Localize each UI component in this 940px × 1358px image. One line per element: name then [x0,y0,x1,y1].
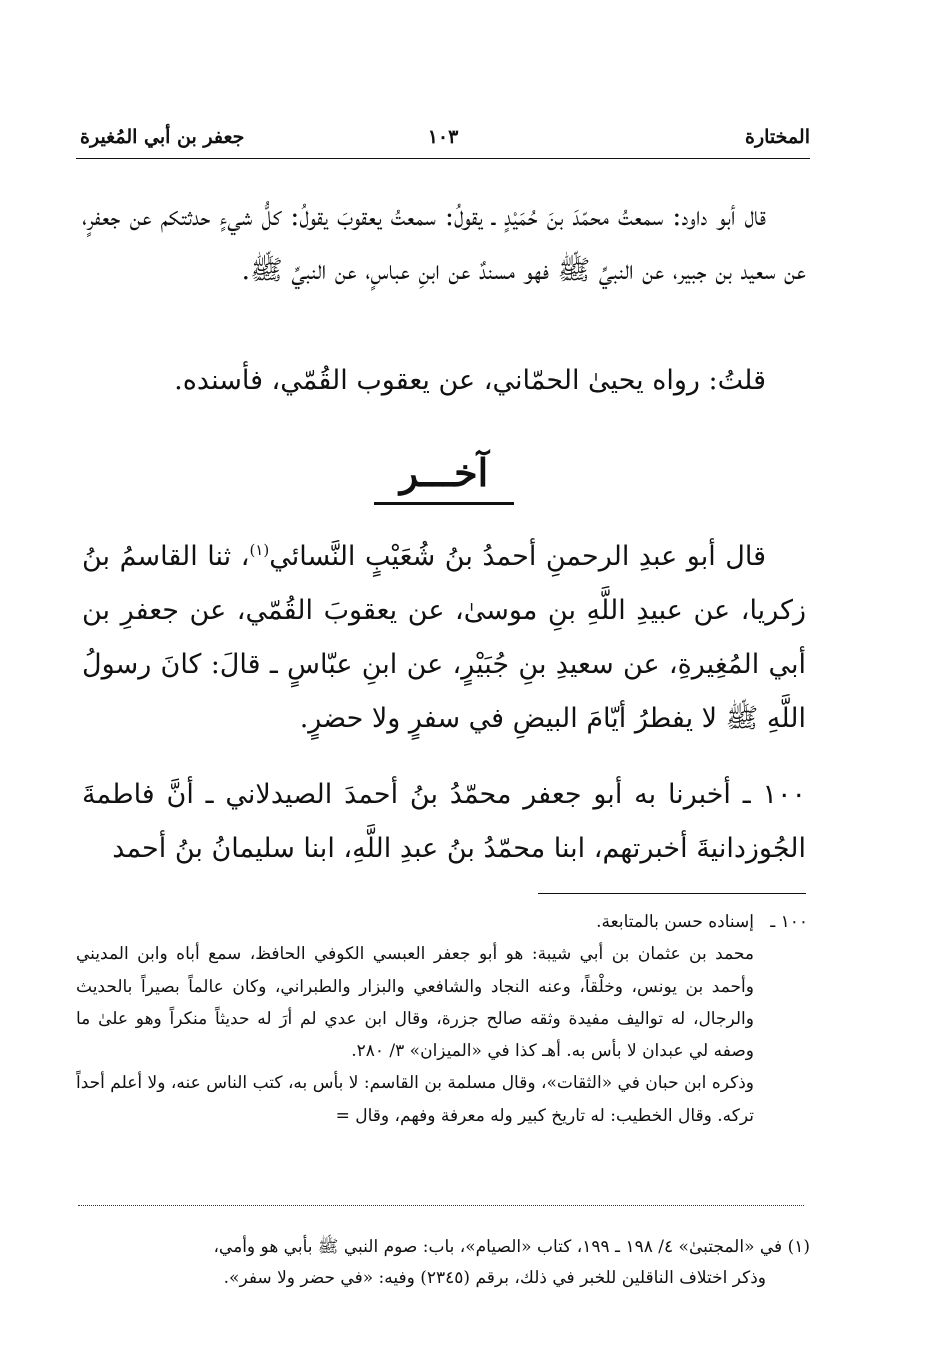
note-verdict: إسناده حسن بالمتابعة. [596,912,754,932]
paragraph-hadith-100: ١٠٠ ـ أخبرنا به أبو جعفر محمّدُ بنُ أحمدَ الصيدلاني ـ أنَّ فاطمةَ الجُوزدانيةَ أخبرتهم، ابنا محمّدُ بنُ عبدِ اللَّهِ، ابنا سليمانُ بنُ أحمد [82,779,806,864]
footnote-1: (١) في «المجتبىٰ» ٤/ ١٩٨ ـ ١٩٩، كتاب «الصيام»، باب: صوم النبي ﷺ بأبي هو وأمي، [213,1237,810,1257]
note-paragraph-2: وذكره ابن حبان في «الثقات»، وقال مسلمة بن القاسم: لا بأس به، كتب الناس عنه، ولا أعلم أحداً تركه. وقال الخطيب: له تاريخ كبير وله معرفة وفهم، وقال = [76,1073,754,1126]
header-page-number: ١٠٣ [427,126,459,148]
section-heading [82,448,806,505]
note-paragraph-1: محمد بن عثمان بن أبي شيبة: هو أبو جعفر العبسي الكوفي الحافظ، سمع أباه وابن المديني وأحمد بن يونس، وخلْقاً، وعنه النجاد والشافعي والبزار والطبراني، وكان عالماً بصيراً بالحديث والرجال، له تواليف مفيدة وثقه صالح جزرة، وقال ابن عدي لم أرَ له حديثاً منكراً وهو علىٰ ما وصفه لي عبدان لا بأس به. أهـ كذا في «الميزان» ٣/ ٢٨٠. [76,944,754,1062]
header-chapter-title: جعفر بن أبي المُغيرة [80,126,245,148]
paragraph-nasai-start: قال أبو عبدِ الرحمنِ أحمدُ بنُ شُعَيْبٍ النَّسائي [269,541,767,572]
paragraph-qultu: قلتُ: رواه يحيىٰ الحمّاني، عن يعقوب القُمّي، فأسنده. [174,365,766,396]
footnote-1-continuation: وذكر اختلاف الناقلين للخبر في ذلك، برقم (٢٣٤٥) وفيه: «في حضر ولا سفر». [223,1268,766,1288]
paragraph-abu-dawud: قال أبو داود: سمعتُ محمّدَ بنَ حُمَيْدٍ ـ يقولُ: سمعتُ يعقوبَ يقولُ: كلُّ شيءٍ حدثتكم عن جعفرٍ، عن سعيد بن جبير، عن النبيِّ ﷺ فهو مسندٌ عن ابنِ عباسٍ، عن النبيِّ ﷺ. [82,201,806,286]
header-book-title: المختارة [745,126,810,148]
paragraph-nasai [82,530,806,746]
footnotes [76,1232,810,1294]
paragraph-nasai-rest: ، ثنا القاسمُ بنُ زكريا، عن عبيدِ اللَّهِ بنِ موسىٰ، عن يعقوبَ القُمّي، عن جعفرِ بن أبي المُغِيرةِ، عن سعيدِ بنِ جُبَيْرٍ، عن ابنِ عبّاسٍ ـ قالَ: كانَ رسولُ اللَّهِ ﷺ لا يفطرُ أيّامَ البيضِ في سفرٍ ولا حضرٍ. [82,541,806,734]
notes-separator [538,893,806,894]
note-heading [76,906,808,938]
footnotes-separator [78,1205,804,1206]
running-header [76,124,810,159]
section-heading-text: آخـــر [374,448,514,505]
note-number: ١٠٠ ـ [770,912,808,932]
commentary-notes [76,906,808,1132]
footnote-reference[interactable]: (١) [249,541,270,559]
